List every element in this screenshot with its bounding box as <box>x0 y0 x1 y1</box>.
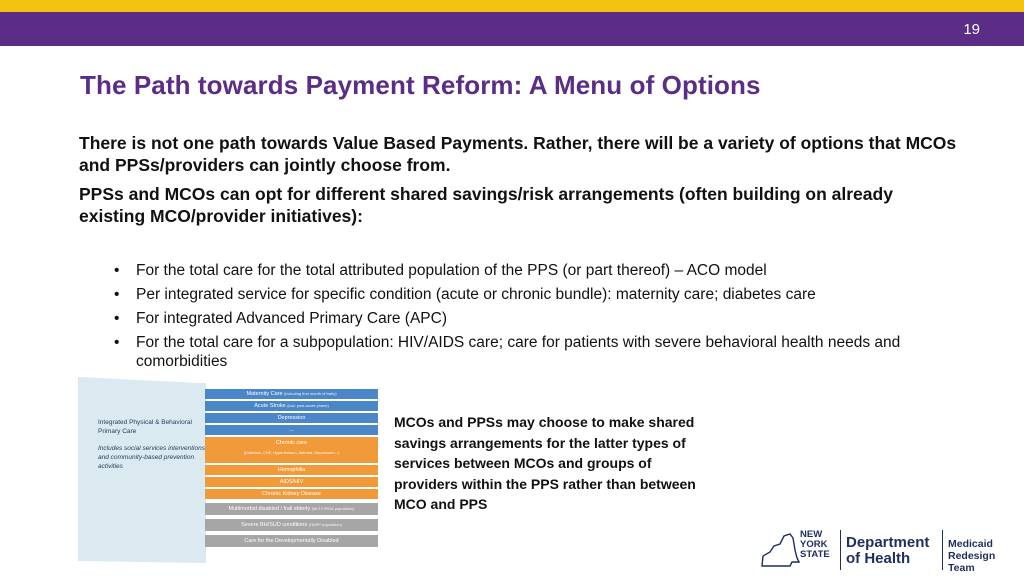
shared-savings-note: MCOs and PPSs may choose to make shared savings arrangements for the latter types of services between MCOs and groups of providers within the PPS rather than between MCO and PPS <box>394 414 696 512</box>
bullet-icon: • <box>114 310 120 327</box>
diagram-bar: Severe BH/SUD conditions (HARP population) <box>205 519 378 531</box>
list-item <box>114 285 964 304</box>
department-of-health-label: Department of Health <box>846 534 930 567</box>
primary-care-note: Includes social services interventions and community-based prevention activities <box>98 445 205 470</box>
slide-number: 19 <box>963 21 980 38</box>
diagram-bar: Depression <box>205 413 378 423</box>
bullet-icon: • <box>114 262 120 279</box>
diagram-bar: Care for the Developmentally Disabled <box>205 535 378 547</box>
slide-title: The Path towards Payment Reform: A Menu of Options <box>80 70 761 100</box>
list-item-text: For the total care for the total attributed population of the PPS (or part thereof) – ACO model <box>136 262 767 279</box>
intro-paragraph: There is not one path towards Value Based Payments. Rather, there will be a variety of options that MCOs and PPSs/providers can jointly choose from. <box>79 133 957 175</box>
primary-care-label <box>98 418 208 471</box>
diagram-bar: Maternity Care (including first month of baby) <box>205 389 378 399</box>
diagram-bar: Multimorbid disabled / frail elderly (MLTC/FIDA population) <box>205 503 378 515</box>
options-list <box>114 261 964 376</box>
list-item <box>114 261 964 280</box>
medicaid-redesign-team-label: Medicaid Redesign Team <box>948 538 996 574</box>
header-bar <box>0 12 1024 46</box>
diagram-bar: Acute Stroke (incl. post-acute phase) <box>205 401 378 411</box>
list-item-text: Per integrated service for specific condition (acute or chronic bundle): maternity care; diabetes care <box>136 286 816 303</box>
list-item <box>114 309 964 328</box>
diagram-bar: ... <box>205 425 378 435</box>
options-paragraph: PPSs and MCOs can opt for different shared savings/risk arrangements (often building on already existing MCO/provider initiatives): <box>79 184 893 226</box>
services-diagram <box>78 375 383 565</box>
ny-state-map-icon <box>760 532 800 568</box>
list-item-text: For the total care for a subpopulation: HIV/AIDS care; care for patients with severe behavioral health needs and comorbidities <box>136 334 901 370</box>
diagram-bar: Chronic Kidney Disease <box>205 489 378 499</box>
nys-doh-logo <box>760 526 1024 572</box>
primary-care-title: Integrated Physical & Behavioral Primary Care <box>98 419 192 435</box>
bullet-icon: • <box>114 334 120 351</box>
diagram-bar: Chronic care (Diabetes, CHF, Hypertension, Asthma, Depression...) <box>205 437 378 463</box>
list-item <box>114 333 964 371</box>
new-york-state-label: NEW YORK STATE <box>800 529 830 560</box>
bullet-icon: • <box>114 286 120 303</box>
list-item-text: For integrated Advanced Primary Care (APC) <box>136 310 447 327</box>
logo-divider <box>942 530 943 570</box>
logo-divider <box>840 530 841 570</box>
header-accent-bar <box>0 0 1024 12</box>
diagram-bar: AIDS/HIV <box>205 477 378 487</box>
diagram-bar: Hemophilia <box>205 465 378 475</box>
